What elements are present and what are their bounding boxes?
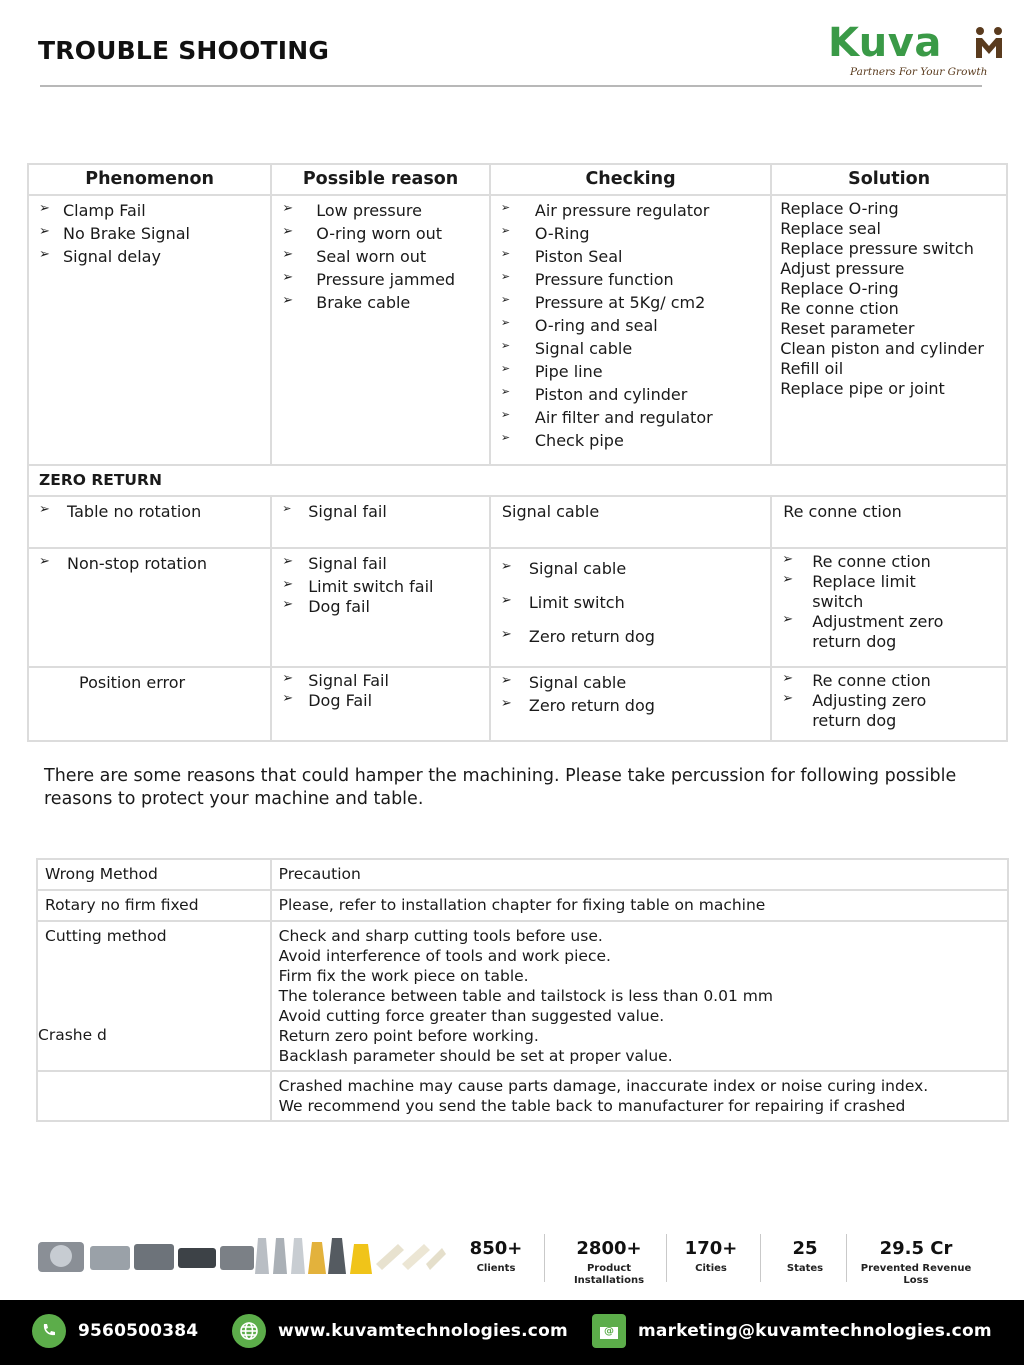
solution-line: Replace O-ring bbox=[780, 199, 899, 218]
solution-line: Refill oil bbox=[780, 359, 844, 378]
cell-phenomenon: Position error bbox=[28, 667, 271, 741]
cell-method bbox=[37, 921, 271, 1071]
solution-line: Replace O-ring bbox=[780, 279, 899, 298]
list-item: ➢ Air filter and regulator bbox=[499, 406, 762, 429]
divider bbox=[544, 1234, 545, 1282]
cell-reasons bbox=[271, 496, 490, 548]
list-item: ➢ Limit switch fail bbox=[280, 575, 481, 598]
list-item: ➢ Air pressure regulator bbox=[499, 199, 762, 222]
list-item: ➢ Non-stop rotation bbox=[37, 552, 262, 575]
stat-label: Cities bbox=[695, 1263, 727, 1274]
stat-label: States bbox=[786, 1263, 824, 1274]
cell-solution bbox=[771, 195, 1007, 465]
table-header-row bbox=[37, 859, 1008, 890]
divider bbox=[846, 1234, 847, 1282]
stat-value: 25 bbox=[792, 1238, 818, 1259]
solution-line: Replace seal bbox=[780, 219, 881, 238]
list-item: ➢ Replace limit switch bbox=[780, 572, 920, 612]
contact-footer bbox=[0, 1300, 1024, 1365]
list-item: ➢ Signal Fail bbox=[280, 671, 481, 691]
list-item: ➢ Signal cable bbox=[499, 552, 762, 586]
list-item: ➢ Pressure at 5Kg/ cm2 bbox=[499, 291, 762, 314]
precaution-line: Avoid interference of tools and work piece. bbox=[278, 947, 611, 965]
solution-line: Reset parameter bbox=[780, 319, 915, 338]
precaution-line: Firm fix the work piece on table. bbox=[278, 967, 529, 985]
cell-reasons bbox=[271, 667, 490, 741]
zero-return-row bbox=[28, 465, 1007, 496]
solution-line: Re conne ction bbox=[780, 299, 899, 318]
globe-icon bbox=[232, 1314, 266, 1348]
cell-checking bbox=[490, 667, 771, 741]
precaution-note: There are some reasons that could hamper the machining. Please take percussion for following possible reasons to protect your machine and table. bbox=[44, 766, 957, 809]
header-possible-reason: Possible reason bbox=[271, 164, 490, 195]
precaution-line: Return zero point before working. bbox=[278, 1027, 539, 1045]
table-row-brake bbox=[28, 195, 1007, 465]
table-header-row bbox=[28, 164, 1007, 195]
list-item: ➢ Signal fail bbox=[280, 552, 481, 575]
stat-label: Clients bbox=[476, 1263, 516, 1274]
solution-line: Replace pressure switch bbox=[780, 239, 974, 258]
cell-phenomenon bbox=[28, 195, 271, 465]
table-row-non-stop bbox=[28, 548, 1007, 667]
list-item: ➢ Seal worn out bbox=[280, 245, 481, 268]
precaution-line: We recommend you send the table back to manufacturer for repairing if crashed bbox=[278, 1097, 906, 1115]
list-item: ➢ Signal delay bbox=[37, 245, 262, 268]
header-solution: Solution bbox=[771, 164, 1007, 195]
header-precaution: Precaution bbox=[271, 859, 1008, 890]
stat-installations bbox=[560, 1238, 658, 1287]
list-item: ➢ Brake cable bbox=[280, 291, 481, 314]
list-item: ➢ Piston and cylinder bbox=[499, 383, 762, 406]
product-images bbox=[36, 1232, 446, 1280]
list-item: ➢ O-ring worn out bbox=[280, 222, 481, 245]
precaution-line: Backlash parameter should be set at proper value. bbox=[278, 1047, 673, 1065]
cell-phenomenon bbox=[28, 496, 271, 548]
cell-solution: Re conne ction bbox=[771, 496, 1007, 548]
list-item: ➢ Table no rotation bbox=[37, 500, 262, 523]
header-divider bbox=[40, 85, 982, 87]
list-item: ➢ Zero return dog bbox=[499, 620, 762, 654]
cell-solution bbox=[771, 548, 1007, 667]
troubleshooting-table bbox=[27, 163, 1008, 742]
cell-method: Rotary no firm fixed bbox=[37, 890, 271, 921]
solution-line: Replace pipe or joint bbox=[780, 379, 945, 398]
phone-number: 9560500384 bbox=[78, 1321, 199, 1341]
stat-value: 170+ bbox=[684, 1238, 738, 1259]
list-item: ➢ Signal fail bbox=[280, 500, 481, 523]
cell-phenomenon bbox=[28, 548, 271, 667]
precaution-table bbox=[36, 858, 1009, 1122]
cell-checking bbox=[490, 195, 771, 465]
cell-solution bbox=[771, 667, 1007, 741]
divider bbox=[666, 1234, 667, 1282]
list-item: ➢ Low pressure bbox=[280, 199, 481, 222]
list-item: ➢ Limit switch bbox=[499, 586, 762, 620]
cell-checking: Signal cable bbox=[490, 496, 771, 548]
list-item: ➢ Piston Seal bbox=[499, 245, 762, 268]
website-link: www.kuvamtechnologies.com bbox=[278, 1321, 568, 1341]
phone-icon bbox=[32, 1314, 66, 1348]
svg-text:@: @ bbox=[604, 1326, 614, 1337]
precaution-line: The tolerance between table and tailstock is less than 0.01 mm bbox=[278, 987, 773, 1005]
header-wrong-method: Wrong Method bbox=[37, 859, 271, 890]
method-label-crashed: Crashe d bbox=[38, 1026, 107, 1044]
footer-website[interactable] bbox=[232, 1314, 568, 1348]
cell-precaution bbox=[271, 921, 1008, 1071]
stat-value: 850+ bbox=[469, 1238, 523, 1259]
footer-email[interactable] bbox=[592, 1314, 992, 1348]
solution-line: Clean piston and cylinder bbox=[780, 339, 984, 358]
list-item: ➢ Adjusting zero return dog bbox=[780, 691, 930, 731]
list-item: ➢ Zero return dog bbox=[499, 694, 762, 717]
logo-tagline: Partners For Your Growth bbox=[850, 66, 988, 78]
precaution-line: Crashed machine may cause parts damage, inaccurate index or noise curing index. bbox=[278, 1077, 929, 1095]
list-item: ➢ Pressure function bbox=[499, 268, 762, 291]
solution-line: Adjust pressure bbox=[780, 259, 905, 278]
cell-checking bbox=[490, 548, 771, 667]
stat-cities bbox=[676, 1238, 746, 1275]
stat-label: Prevented Revenue Loss bbox=[860, 1263, 972, 1286]
stat-value: 29.5 Cr bbox=[879, 1238, 953, 1259]
cell-reasons bbox=[271, 195, 490, 465]
header-checking: Checking bbox=[490, 164, 771, 195]
list-item: ➢ Pressure jammed bbox=[280, 268, 481, 291]
list-item: ➢ Dog fail bbox=[280, 598, 481, 616]
list-item: ➢ Re conne ction bbox=[780, 552, 998, 572]
stat-label: Product Installations bbox=[573, 1263, 645, 1286]
table-row bbox=[37, 921, 1008, 1071]
stat-states bbox=[772, 1238, 838, 1275]
list-item: ➢ O-ring and seal bbox=[499, 314, 762, 337]
stat-value: 2800+ bbox=[576, 1238, 642, 1259]
table-row bbox=[37, 890, 1008, 921]
list-item: ➢ Pipe line bbox=[499, 360, 762, 383]
precaution-line: Avoid cutting force greater than suggested value. bbox=[278, 1007, 665, 1025]
email-address: marketing@kuvamtechnologies.com bbox=[638, 1321, 992, 1341]
stat-clients bbox=[460, 1238, 532, 1275]
cell-precaution: Please, refer to installation chapter for fixing table on machine bbox=[271, 890, 1008, 921]
method-label: Cutting method bbox=[45, 927, 167, 945]
cell-reasons bbox=[271, 548, 490, 667]
logo-wordmark: Kuva bbox=[828, 20, 942, 66]
list-item: ➢ O-Ring bbox=[499, 222, 762, 245]
list-item: ➢ Adjustment zero return dog bbox=[780, 612, 960, 652]
table-row bbox=[37, 1071, 1008, 1121]
list-item: ➢ Clamp Fail bbox=[37, 199, 262, 222]
divider bbox=[760, 1234, 761, 1282]
page-title: TROUBLE SHOOTING bbox=[38, 36, 330, 65]
list-item: ➢ Re conne ction bbox=[780, 671, 998, 691]
email-icon bbox=[592, 1314, 626, 1348]
cell-precaution bbox=[271, 1071, 1008, 1121]
list-item: ➢ Check pipe bbox=[499, 429, 762, 452]
list-item: ➢ Signal cable bbox=[499, 337, 762, 360]
footer-phone[interactable] bbox=[32, 1314, 198, 1348]
header-phenomenon: Phenomenon bbox=[28, 164, 271, 195]
list-item: ➢ Signal cable bbox=[499, 671, 762, 694]
kuvam-logo bbox=[828, 20, 1008, 82]
logo-m-icon bbox=[974, 26, 1004, 60]
cell-method bbox=[37, 1071, 271, 1121]
table-row-no-rotation bbox=[28, 496, 1007, 548]
precaution-line: Check and sharp cutting tools before use. bbox=[278, 927, 603, 945]
list-item: ➢ Dog Fail bbox=[280, 691, 481, 711]
list-item: ➢ No Brake Signal bbox=[37, 222, 262, 245]
table-row-position-error bbox=[28, 667, 1007, 741]
zero-return-heading: ZERO RETURN bbox=[28, 465, 1007, 496]
stat-revenue bbox=[860, 1238, 972, 1287]
